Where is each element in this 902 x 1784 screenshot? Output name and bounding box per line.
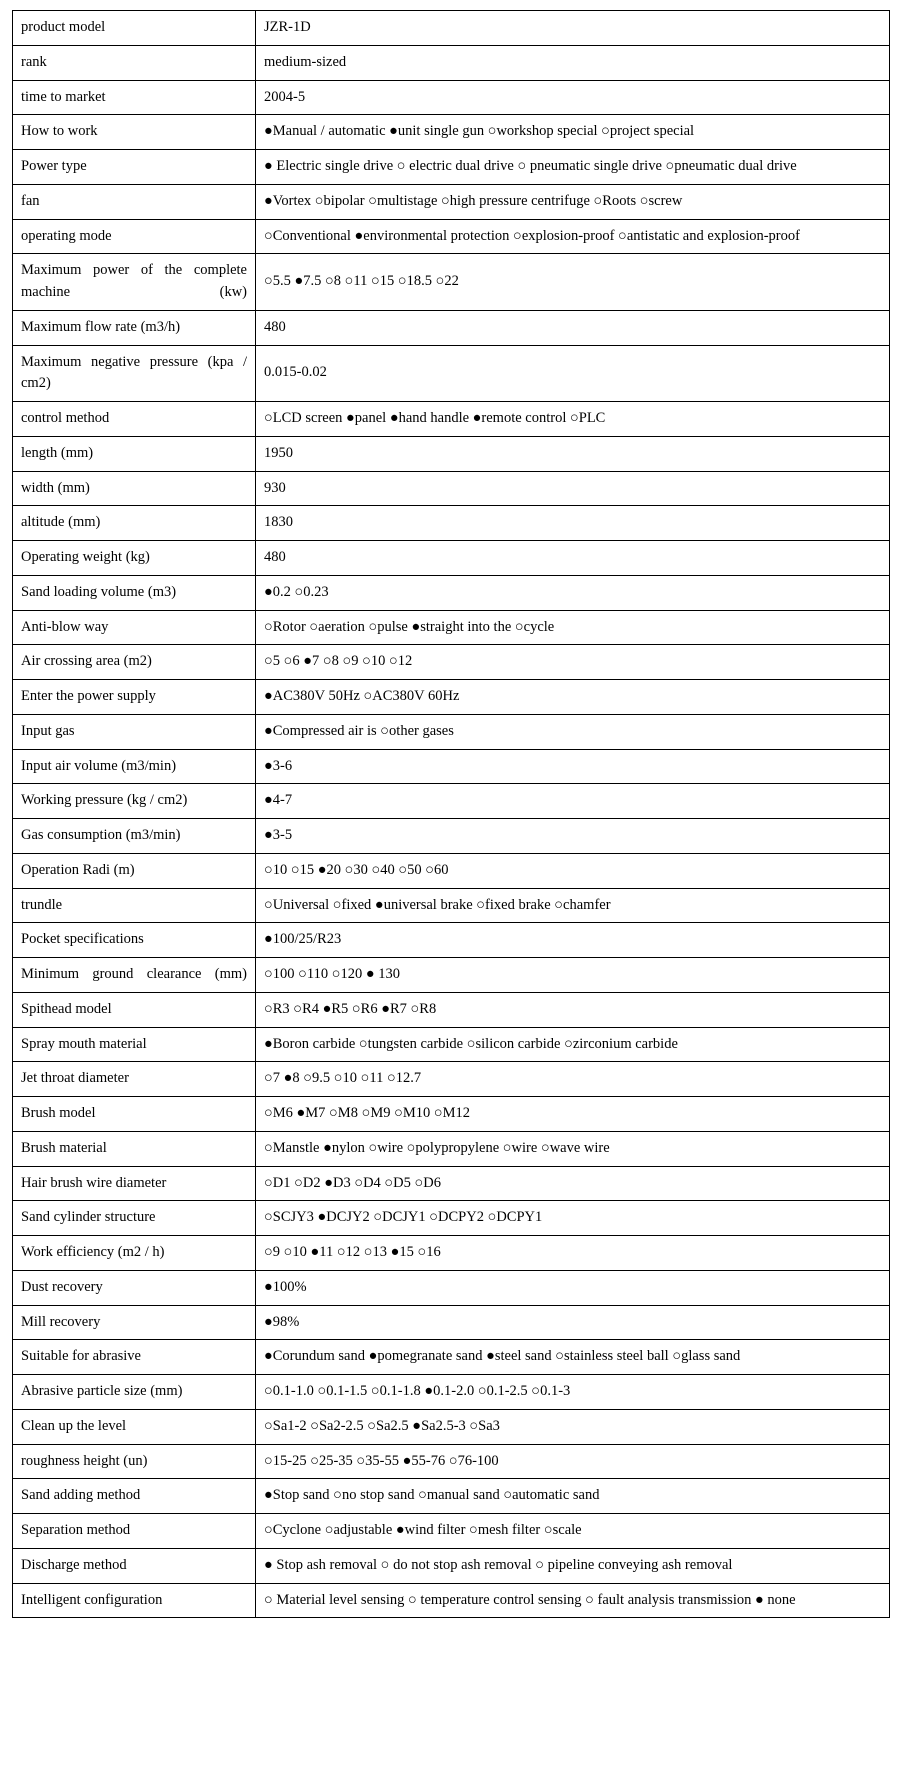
table-row	[13, 506, 890, 541]
table-row	[13, 1548, 890, 1583]
table-row	[13, 749, 890, 784]
table-row	[13, 1444, 890, 1479]
spec-label: time to market	[13, 80, 256, 115]
spec-label: Minimum ground clearance (mm)	[13, 958, 256, 993]
table-row	[13, 1097, 890, 1132]
spec-label: Intelligent configuration	[13, 1583, 256, 1618]
table-row	[13, 1409, 890, 1444]
table-row	[13, 80, 890, 115]
spec-value: 480	[256, 310, 890, 345]
spec-label: control method	[13, 402, 256, 437]
table-row	[13, 345, 890, 402]
table-row	[13, 714, 890, 749]
spec-value: ●Vortex ○bipolar ○multistage ○high pressure centrifuge ○Roots ○screw	[256, 184, 890, 219]
table-row	[13, 853, 890, 888]
table-row	[13, 1375, 890, 1410]
spec-value: ●100/25/R23	[256, 923, 890, 958]
table-row	[13, 1201, 890, 1236]
spec-value: ○10 ○15 ●20 ○30 ○40 ○50 ○60	[256, 853, 890, 888]
spec-label: Sand cylinder structure	[13, 1201, 256, 1236]
table-row	[13, 436, 890, 471]
spec-value: ●3-6	[256, 749, 890, 784]
spec-label: Maximum negative pressure (kpa / cm2)	[13, 345, 256, 402]
spec-value: ● Electric single drive ○ electric dual drive ○ pneumatic single drive ○pneumatic dual drive	[256, 150, 890, 185]
table-row	[13, 645, 890, 680]
table-row	[13, 888, 890, 923]
spec-label: fan	[13, 184, 256, 219]
spec-label: product model	[13, 11, 256, 46]
spec-label: Power type	[13, 150, 256, 185]
table-row	[13, 610, 890, 645]
spec-value: ●3-5	[256, 819, 890, 854]
table-row	[13, 219, 890, 254]
table-row	[13, 1062, 890, 1097]
spec-value: ●Stop sand ○no stop sand ○manual sand ○automatic sand	[256, 1479, 890, 1514]
spec-label: Discharge method	[13, 1548, 256, 1583]
spec-label: Sand loading volume (m3)	[13, 575, 256, 610]
spec-value: ○Universal ○fixed ●universal brake ○fixed brake ○chamfer	[256, 888, 890, 923]
spec-value: ○Rotor ○aeration ○pulse ●straight into the ○cycle	[256, 610, 890, 645]
spec-value: ○5 ○6 ●7 ○8 ○9 ○10 ○12	[256, 645, 890, 680]
spec-value: ○Cyclone ○adjustable ●wind filter ○mesh filter ○scale	[256, 1514, 890, 1549]
spec-value: ○9 ○10 ●11 ○12 ○13 ●15 ○16	[256, 1236, 890, 1271]
spec-label: Abrasive particle size (mm)	[13, 1375, 256, 1410]
spec-label: Dust recovery	[13, 1270, 256, 1305]
spec-label: Separation method	[13, 1514, 256, 1549]
spec-value: 480	[256, 541, 890, 576]
table-row	[13, 150, 890, 185]
spec-value: ○0.1-1.0 ○0.1-1.5 ○0.1-1.8 ●0.1-2.0 ○0.1-2.5 ○0.1-3	[256, 1375, 890, 1410]
table-row	[13, 819, 890, 854]
spec-value: 2004-5	[256, 80, 890, 115]
spec-label: Gas consumption (m3/min)	[13, 819, 256, 854]
table-row	[13, 471, 890, 506]
table-row	[13, 958, 890, 993]
table-row	[13, 992, 890, 1027]
table-row	[13, 1166, 890, 1201]
spec-label: How to work	[13, 115, 256, 150]
spec-value: ●100%	[256, 1270, 890, 1305]
spec-value: ○D1 ○D2 ●D3 ○D4 ○D5 ○D6	[256, 1166, 890, 1201]
spec-value: ●Corundum sand ●pomegranate sand ●steel sand ○stainless steel ball ○glass sand	[256, 1340, 890, 1375]
table-row	[13, 1270, 890, 1305]
spec-value: ●4-7	[256, 784, 890, 819]
product-spec-table	[12, 10, 890, 1618]
table-row	[13, 575, 890, 610]
spec-value: ○15-25 ○25-35 ○35-55 ●55-76 ○76-100	[256, 1444, 890, 1479]
spec-value: ●Manual / automatic ●unit single gun ○workshop special ○project special	[256, 115, 890, 150]
spec-label: width (mm)	[13, 471, 256, 506]
spec-value: ●98%	[256, 1305, 890, 1340]
spec-label: Spray mouth material	[13, 1027, 256, 1062]
table-row	[13, 11, 890, 46]
spec-label: Enter the power supply	[13, 680, 256, 715]
spec-value: 0.015-0.02	[256, 345, 890, 402]
spec-value: ○100 ○110 ○120 ● 130	[256, 958, 890, 993]
table-row	[13, 1305, 890, 1340]
spec-value: ○LCD screen ●panel ●hand handle ●remote control ○PLC	[256, 402, 890, 437]
table-row	[13, 402, 890, 437]
table-row	[13, 1340, 890, 1375]
spec-table-body	[13, 11, 890, 1618]
spec-value: ○7 ●8 ○9.5 ○10 ○11 ○12.7	[256, 1062, 890, 1097]
spec-value: ○SCJY3 ●DCJY2 ○DCJY1 ○DCPY2 ○DCPY1	[256, 1201, 890, 1236]
spec-label: Input air volume (m3/min)	[13, 749, 256, 784]
spec-value: ○5.5 ●7.5 ○8 ○11 ○15 ○18.5 ○22	[256, 254, 890, 311]
spec-label: length (mm)	[13, 436, 256, 471]
spec-value: ○M6 ●M7 ○M8 ○M9 ○M10 ○M12	[256, 1097, 890, 1132]
spec-value: ○ Material level sensing ○ temperature control sensing ○ fault analysis transmission ● none	[256, 1583, 890, 1618]
table-row	[13, 1583, 890, 1618]
spec-label: operating mode	[13, 219, 256, 254]
spec-label: Input gas	[13, 714, 256, 749]
spec-value: 1950	[256, 436, 890, 471]
spec-label: Anti-blow way	[13, 610, 256, 645]
spec-label: Operating weight (kg)	[13, 541, 256, 576]
spec-value: 930	[256, 471, 890, 506]
spec-label: Maximum power of the complete machine (kw)	[13, 254, 256, 311]
table-row	[13, 115, 890, 150]
spec-label: Suitable for abrasive	[13, 1340, 256, 1375]
spec-value: medium-sized	[256, 45, 890, 80]
spec-label: Working pressure (kg / cm2)	[13, 784, 256, 819]
spec-label: altitude (mm)	[13, 506, 256, 541]
spec-label: Brush model	[13, 1097, 256, 1132]
table-row	[13, 1236, 890, 1271]
table-row	[13, 1479, 890, 1514]
spec-label: Sand adding method	[13, 1479, 256, 1514]
spec-value: ● Stop ash removal ○ do not stop ash removal ○ pipeline conveying ash removal	[256, 1548, 890, 1583]
spec-label: Pocket specifications	[13, 923, 256, 958]
table-row	[13, 45, 890, 80]
spec-label: Work efficiency (m2 / h)	[13, 1236, 256, 1271]
spec-label: rank	[13, 45, 256, 80]
spec-label: Brush material	[13, 1131, 256, 1166]
spec-label: Operation Radi (m)	[13, 853, 256, 888]
spec-value: 1830	[256, 506, 890, 541]
spec-label: Spithead model	[13, 992, 256, 1027]
table-row	[13, 1131, 890, 1166]
table-row	[13, 541, 890, 576]
spec-value: ●0.2 ○0.23	[256, 575, 890, 610]
table-row	[13, 310, 890, 345]
table-row	[13, 923, 890, 958]
table-row	[13, 1514, 890, 1549]
table-row	[13, 1027, 890, 1062]
spec-label: Mill recovery	[13, 1305, 256, 1340]
spec-value: ●Boron carbide ○tungsten carbide ○silicon carbide ○zirconium carbide	[256, 1027, 890, 1062]
spec-label: Air crossing area (m2)	[13, 645, 256, 680]
table-row	[13, 184, 890, 219]
table-row	[13, 254, 890, 311]
spec-value: JZR-1D	[256, 11, 890, 46]
spec-value: ○Manstle ●nylon ○wire ○polypropylene ○wire ○wave wire	[256, 1131, 890, 1166]
spec-label: Jet throat diameter	[13, 1062, 256, 1097]
spec-label: trundle	[13, 888, 256, 923]
spec-label: Maximum flow rate (m3/h)	[13, 310, 256, 345]
spec-value: ○Sa1-2 ○Sa2-2.5 ○Sa2.5 ●Sa2.5-3 ○Sa3	[256, 1409, 890, 1444]
spec-value: ○R3 ○R4 ●R5 ○R6 ●R7 ○R8	[256, 992, 890, 1027]
table-row	[13, 784, 890, 819]
spec-label: Clean up the level	[13, 1409, 256, 1444]
spec-label: Hair brush wire diameter	[13, 1166, 256, 1201]
spec-value: ○Conventional ●environmental protection ○explosion-proof ○antistatic and explosion-proof	[256, 219, 890, 254]
spec-value: ●Compressed air is ○other gases	[256, 714, 890, 749]
spec-value: ●AC380V 50Hz ○AC380V 60Hz	[256, 680, 890, 715]
spec-label: roughness height (un)	[13, 1444, 256, 1479]
table-row	[13, 680, 890, 715]
